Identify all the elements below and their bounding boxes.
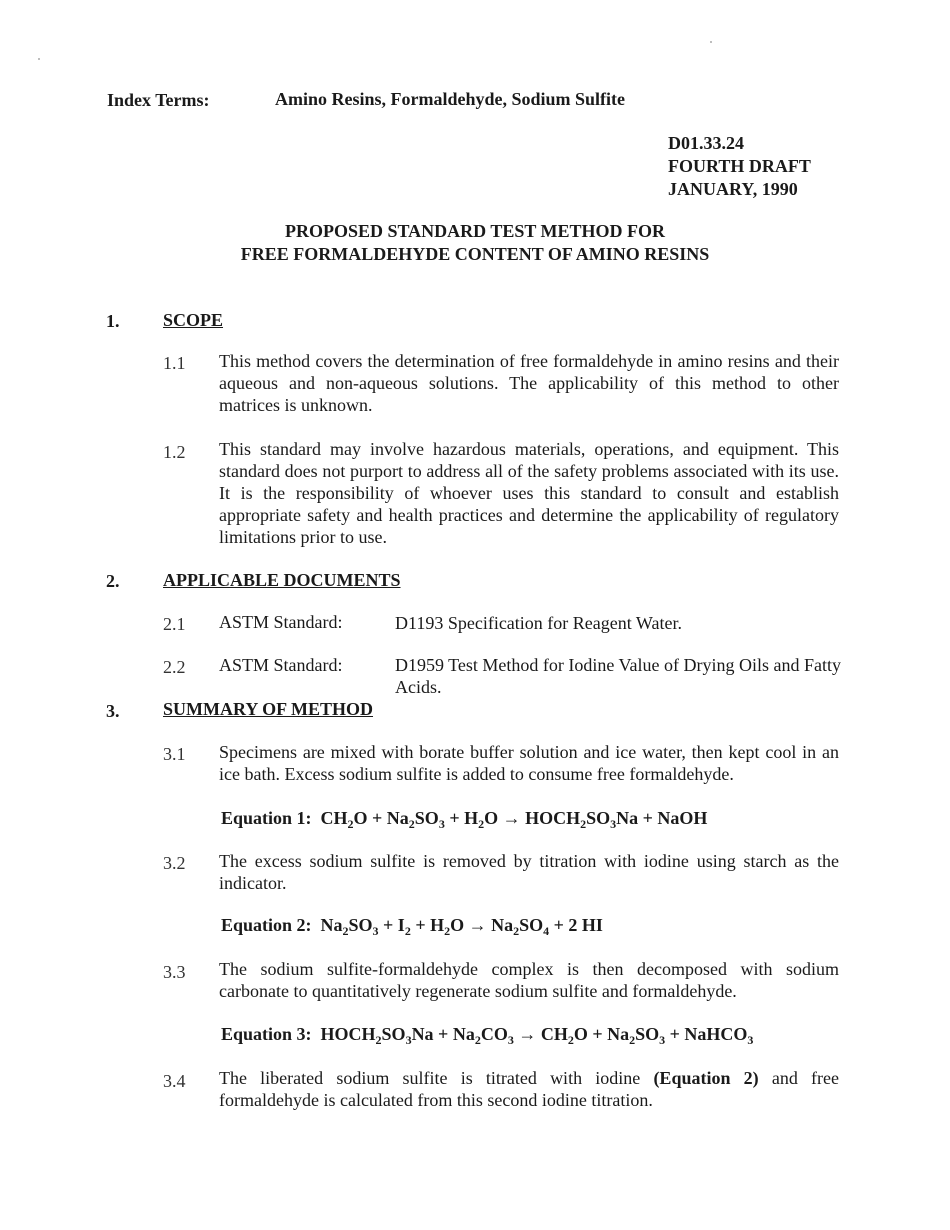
page-title [0,220,950,266]
document-identifier [668,132,811,201]
para-2-2-number: 2.2 [163,657,186,677]
para-3-4-text: The liberated sodium sulfite is titrated with iodine (Equation 2) and free formaldehyde is calculated from this second iodine titration. [219,1068,839,1110]
para-2-2-desc: D1959 Test Method for Iodine Value of Drying Oils and Fatty Acids. [395,655,842,697]
section-1-number: 1. [106,311,120,331]
equation-2: Equation 2: $Na_2SO_3 + I_2 + H_2O \to Na_2SO_4 + 2$ HI [221,915,603,938]
draft-label: FOURTH DRAFT [668,156,811,176]
equation-1: Equation 1: $CH_2O + Na_2SO_3 + H_2O$ → $HOCH_2SO_3Na$ + NaOH [221,808,708,831]
para-3-4-number: 3.4 [163,1071,186,1091]
para-2-2-label: ASTM Standard: [219,655,343,675]
equation-2-label: Equation 2: [221,915,312,935]
para-3-2-text: The excess sodium sulfite is removed by titration with iodine using starch as the indicator. [219,851,839,893]
section-1-heading: SCOPE [163,310,224,330]
para-3-3-text: The sodium sulfite-formaldehyde complex is then decomposed with sodium carbonate to quantitatively regenerate sodium sulfite and formaldehyde. [219,959,839,1001]
index-terms-label: Index Terms: [107,90,210,110]
equation-3-label: Equation 3: [221,1024,312,1044]
para-3-1-number: 3.1 [163,744,186,764]
para-1-2-number: 1.2 [163,442,186,462]
para-3-2-number: 3.2 [163,853,186,873]
section-2-heading: APPLICABLE DOCUMENTS [163,570,401,590]
equation-2-reference: (Equation 2) [653,1068,759,1088]
para-1-1-number: 1.1 [163,353,186,373]
title-line-1: PROPOSED STANDARD TEST METHOD FOR [284,221,666,241]
section-3-number: 3. [106,701,120,721]
para-1-1-text: This method covers the determination of free formaldehyde in amino resins and their aqueous and non-aqueous solutions. The applicability of this method to other matrices is unknown. [219,351,839,415]
equation-3: Equation 3: $HOCH_2SO_3Na + Na_2CO_3 \to CH_2O + Na_2SO_3$ + NaHCO$_3$ [221,1024,754,1047]
section-3-heading: SUMMARY OF METHOD [163,699,374,719]
doc-number: D01.33.24 [668,133,744,153]
para-3-1-text: Specimens are mixed with borate buffer solution and ice water, then kept cool in an ice bath. Excess sodium sulfite is added to consume free formaldehyde. [219,742,839,784]
para-2-1-desc: D1193 Specification for Reagent Water. [395,613,682,633]
draft-date: JANUARY, 1990 [668,179,798,199]
scan-speck [710,41,712,43]
index-terms-value: Amino Resins, Formaldehyde, Sodium Sulfite [275,89,626,109]
para-1-2-text: This standard may involve hazardous materials, operations, and equipment. This standard does not purport to address all of the safety problems associated with its use. It is the responsibility of whoever uses this standard to consult and establish appropriate safety and health practices and determine the applicability of regulatory limitations prior to use. [219,439,839,547]
para-2-1-label: ASTM Standard: [219,612,343,632]
para-3-3-number: 3.3 [163,962,186,982]
equation-1-label: Equation 1: [221,808,312,828]
title-line-2: FREE FORMALDEHYDE CONTENT OF AMINO RESINS [240,244,710,264]
section-2-number: 2. [106,571,120,591]
para-2-1-number: 2.1 [163,614,186,634]
scan-speck [38,58,40,60]
